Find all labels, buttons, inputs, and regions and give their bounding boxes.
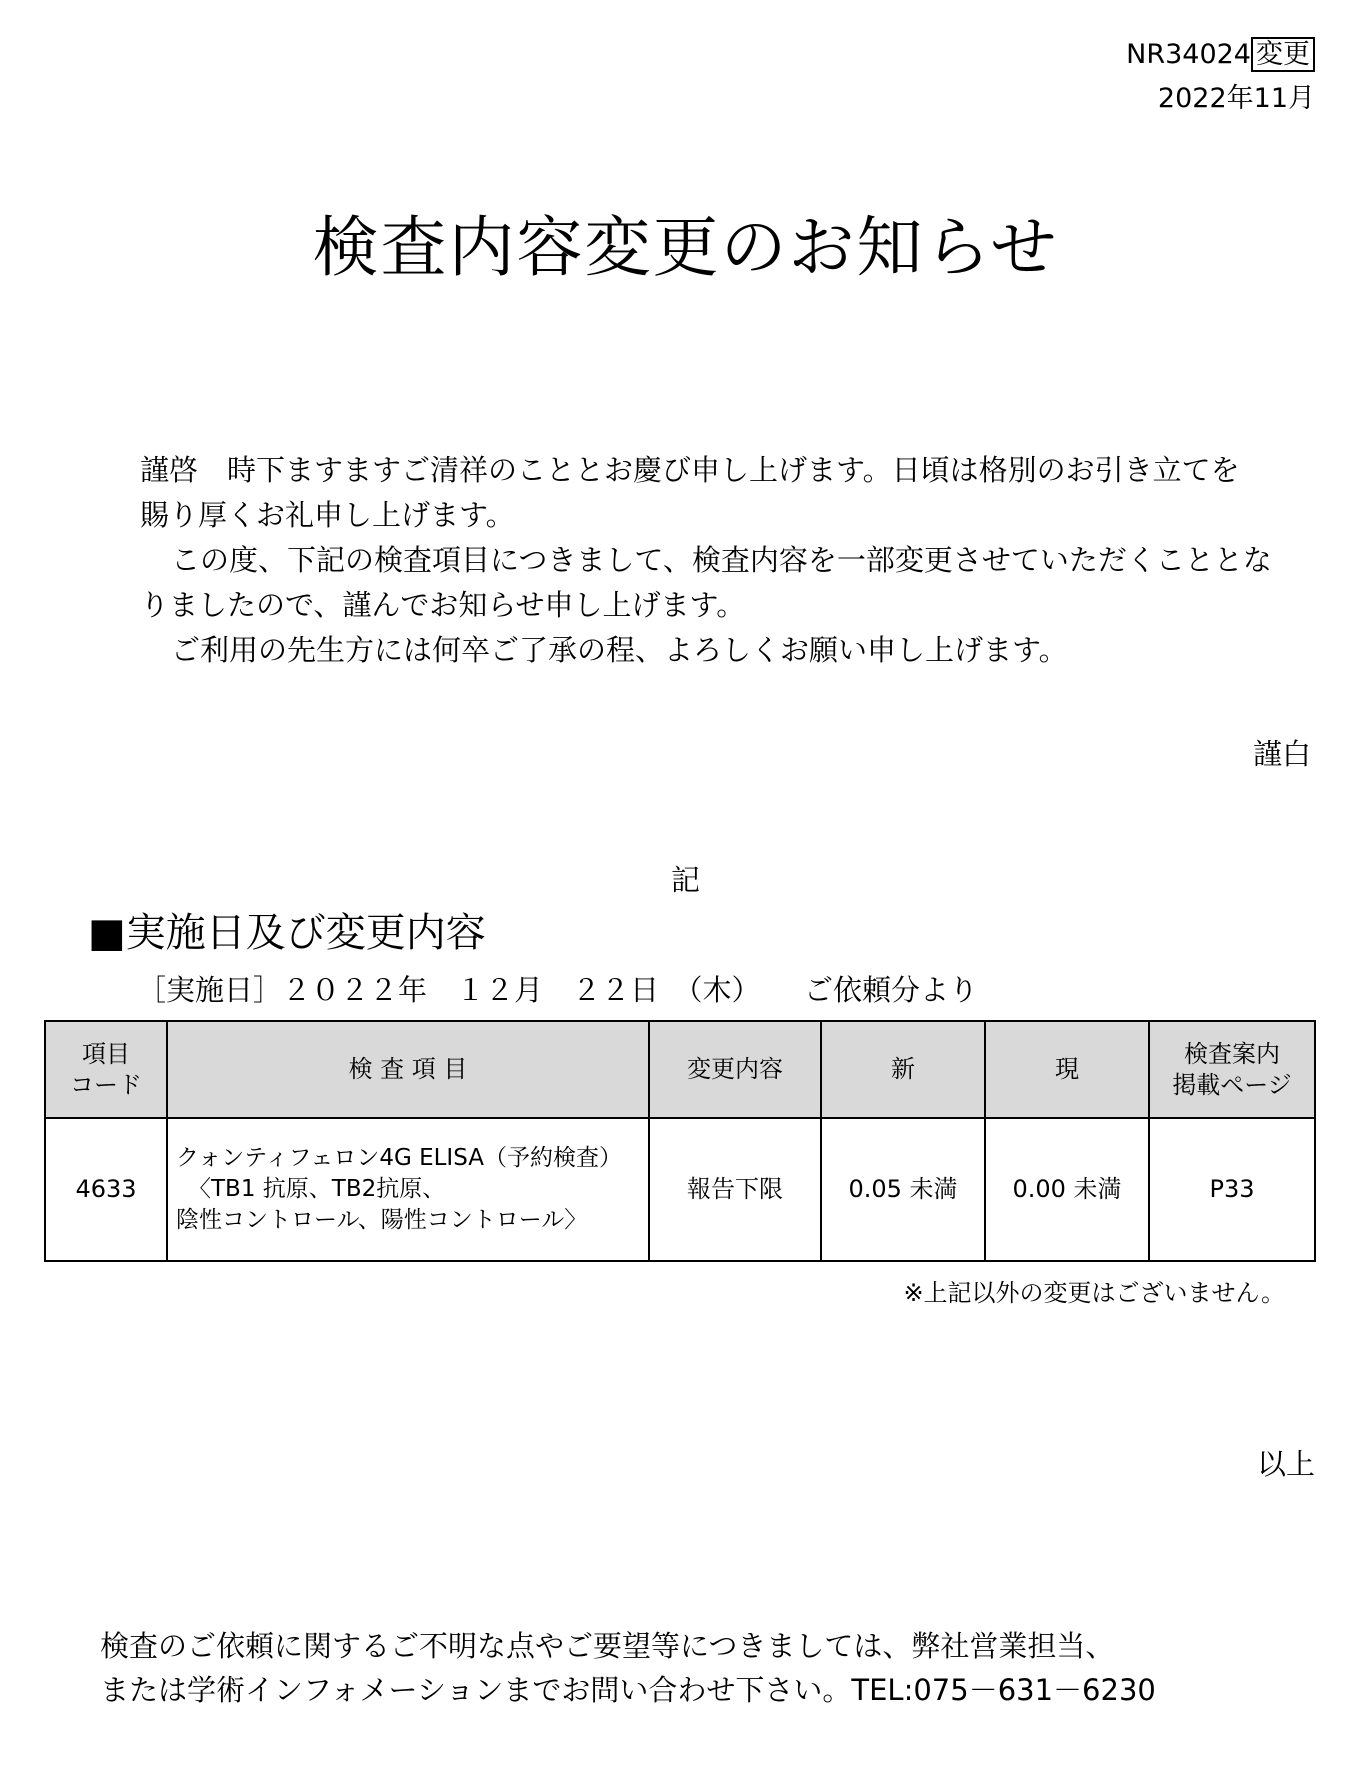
cell-guide-page: P33 — [1149, 1118, 1315, 1261]
cell-item-code: 4633 — [45, 1118, 167, 1261]
header-test-item: 検 査 項 目 — [167, 1021, 649, 1118]
greeting-line: 賜り厚くお礼申し上げます。 — [140, 498, 515, 532]
cell-test-item: クォンティフェロン4G ELISA（予約検査） 〈TB1 抗原、TB2抗原、 陰性コントロール、陽性コントロール〉 — [167, 1118, 649, 1261]
notice-line: りましたので、謹んでお知らせ申し上げます。 — [140, 588, 746, 622]
document-number-code: NR34024 — [1126, 39, 1251, 70]
contact-line: または学術インフォメーションまでお問い合わせ下さい。TEL:075－631－6230 — [100, 1673, 1156, 1707]
section-title: ■実施日及び変更内容 — [88, 910, 486, 956]
table-row — [45, 1118, 1315, 1261]
greeting-body — [140, 448, 1320, 673]
cell-current-value: 0.00 未満 — [985, 1118, 1149, 1261]
header-current: 現 — [985, 1021, 1149, 1118]
end-mark: 以上 — [1256, 1447, 1315, 1481]
cell-change-content: 報告下限 — [649, 1118, 821, 1261]
contact-footer — [100, 1624, 1360, 1712]
document-number — [1126, 38, 1315, 72]
table-note: ※上記以外の変更はございません。 — [903, 1279, 1285, 1307]
ki-mark: 記 — [670, 863, 700, 897]
implementation-date: ［実施日］２０２２年 １２月 ２２日 （木） ご依頼分より — [137, 973, 979, 1007]
cell-new-value: 0.05 未満 — [821, 1118, 985, 1261]
greeting-line: 謹啓 時下ますますご清祥のこととお慶び申し上げます。日頃は格別のお引き立てを — [140, 453, 1240, 487]
contact-line: 検査のご依頼に関するご不明な点やご要望等につきましては、弊社営業担当、 — [100, 1629, 1115, 1663]
table-header-row — [45, 1021, 1315, 1118]
closing-remark: 謹白 — [1252, 737, 1311, 771]
header-change-content: 変更内容 — [649, 1021, 821, 1118]
page-title: 検査内容変更のお知らせ — [312, 209, 1059, 286]
document-status-box: 変更 — [1251, 37, 1315, 72]
header-new: 新 — [821, 1021, 985, 1118]
notice-line: この度、下記の検査項目につきまして、検査内容を一部変更させていただくこととな — [171, 543, 1272, 577]
request-line: ご利用の先生方には何卒ご了承の程、よろしくお願い申し上げます。 — [171, 633, 1068, 667]
header-item-code: 項目 コード — [45, 1021, 167, 1118]
document-date: 2022年11月 — [1157, 83, 1315, 114]
header-guide-page: 検査案内 掲載ページ — [1149, 1021, 1315, 1118]
change-table — [44, 1020, 1316, 1262]
